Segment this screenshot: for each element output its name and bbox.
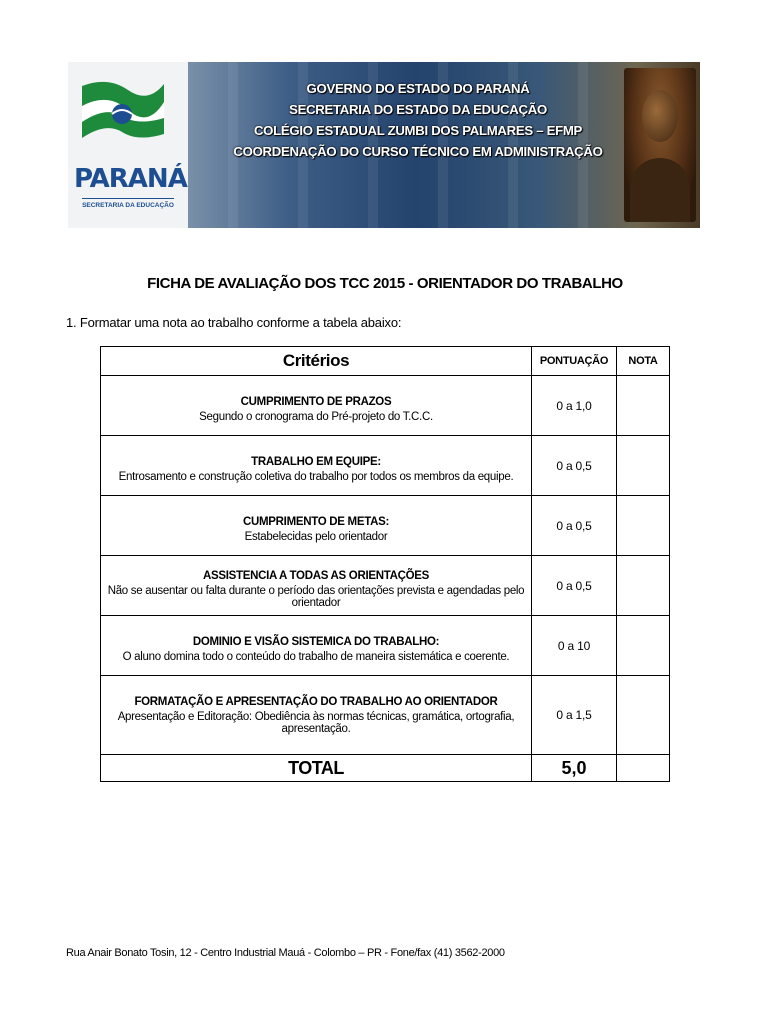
- criterion-description: O aluno domina todo o conteúdo do trabalho de maneira sistemática e coerente.: [122, 651, 510, 663]
- criterion-cell: [101, 556, 532, 616]
- criterion-description: Segundo o cronograma do Pré-projeto do T.C.C.: [199, 411, 433, 423]
- header-line-2: SECRETARIA DO ESTADO DA EDUCAÇÃO: [289, 102, 547, 117]
- table-header-row: [101, 347, 670, 376]
- table-row: [101, 436, 670, 496]
- criterion-cell: [101, 436, 532, 496]
- total-row: [101, 755, 670, 782]
- parana-flag-icon: [78, 76, 166, 158]
- grade-cell[interactable]: [617, 436, 670, 496]
- score-range: 0 a 0,5: [532, 436, 617, 496]
- instruction-text: 1. Formatar uma nota ao trabalho conforme a tabela abaixo:: [66, 315, 402, 330]
- header-banner: [68, 62, 700, 228]
- logo-wordmark: PARANÁ: [74, 164, 187, 194]
- total-label: TOTAL: [101, 755, 532, 782]
- table-row: [101, 556, 670, 616]
- score-range: 0 a 0,5: [532, 556, 617, 616]
- footer-address: Rua Anair Bonato Tosin, 12 - Centro Industrial Mauá - Colombo – PR - Fone/fax (41) 3562-2000: [66, 947, 505, 959]
- score-range: 0 a 10: [532, 616, 617, 676]
- header-line-1: GOVERNO DO ESTADO DO PARANÁ: [306, 81, 530, 96]
- criterion-cell: [101, 616, 532, 676]
- criterion-title: CUMPRIMENTO DE METAS:: [243, 516, 389, 528]
- header-text: [198, 78, 638, 162]
- criterion-cell: [101, 496, 532, 556]
- grade-cell[interactable]: [617, 376, 670, 436]
- criterion-description: Não se ausentar ou falta durante o período das orientações prevista e agendadas pelo orientador: [107, 585, 525, 609]
- score-range: 0 a 1,0: [532, 376, 617, 436]
- evaluation-table: [100, 346, 670, 782]
- grade-cell[interactable]: [617, 556, 670, 616]
- score-range: 0 a 0,5: [532, 496, 617, 556]
- header-nota: NOTA: [617, 347, 670, 376]
- criterion-description: Entrosamento e construção coletiva do trabalho por todos os membros da equipe.: [118, 471, 514, 483]
- table-row: [101, 496, 670, 556]
- grade-cell[interactable]: [617, 616, 670, 676]
- criterion-cell: [101, 676, 532, 755]
- criterion-title: ASSISTENCIA A TODAS AS ORIENTAÇÕES: [203, 570, 429, 582]
- criterion-title: CUMPRIMENTO DE PRAZOS: [240, 396, 392, 408]
- criterion-title: DOMINIO E VISÃO SISTEMICA DO TRABALHO:: [192, 636, 440, 648]
- total-grade-cell[interactable]: [617, 755, 670, 782]
- header-line-4: COORDENAÇÃO DO CURSO TÉCNICO EM ADMINISTRAÇÃO: [233, 144, 603, 159]
- criterion-cell: [101, 376, 532, 436]
- grade-cell[interactable]: [617, 676, 670, 755]
- table-row: [101, 376, 670, 436]
- parana-logo: [68, 62, 188, 228]
- total-score: 5,0: [532, 755, 617, 782]
- criterion-title: TRABALHO EM EQUIPE:: [251, 456, 381, 468]
- portrait-image: [624, 68, 696, 222]
- table-row: [101, 616, 670, 676]
- table-row: [101, 676, 670, 755]
- header-criterios: Critérios: [101, 347, 532, 376]
- logo-subtitle: SECRETARIA DA EDUCAÇÃO: [82, 202, 174, 209]
- document-title: FICHA DE AVALIAÇÃO DOS TCC 2015 - ORIENTADOR DO TRABALHO: [147, 275, 623, 292]
- score-range: 0 a 1,5: [532, 676, 617, 755]
- portrait-body: [630, 158, 690, 222]
- criterion-description: Estabelecidas pelo orientador: [244, 531, 388, 543]
- portrait-face: [642, 90, 678, 142]
- header-line-3: COLÉGIO ESTADUAL ZUMBI DOS PALMARES – EFMP: [253, 123, 583, 138]
- header-pontuacao: PONTUAÇÃO: [532, 347, 617, 376]
- criterion-title: FORMATAÇÃO E APRESENTAÇÃO DO TRABALHO AO ORIENTADOR: [134, 695, 498, 708]
- grade-cell[interactable]: [617, 496, 670, 556]
- logo-divider: [82, 198, 174, 199]
- criterion-description: Apresentação e Editoração: Obediência às normas técnicas, gramática, ortografia, apresentação.: [117, 710, 515, 735]
